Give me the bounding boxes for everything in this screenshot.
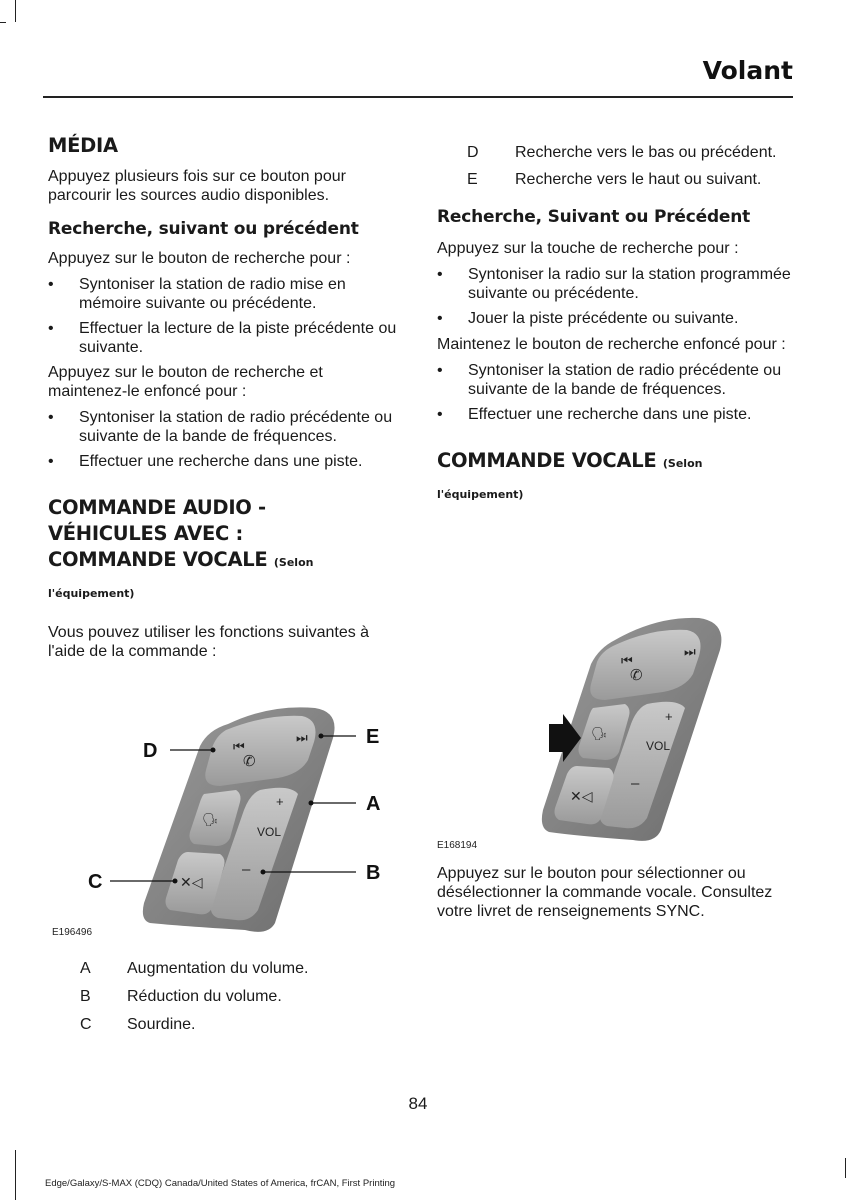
legend-text: Réduction du volume.: [127, 988, 282, 1005]
callout-dot-d: [211, 748, 216, 753]
search-heading: Recherche, suivant ou précédent: [48, 219, 359, 239]
bullet: •: [48, 320, 54, 337]
bullet: •: [437, 362, 443, 379]
legend-row: [80, 1015, 400, 1034]
callout-label-d: D: [143, 740, 158, 762]
bullet: •: [437, 310, 443, 327]
audio-intro: Vous pouvez utiliser les fonctions suivantes à l'aide de la commande :: [48, 624, 370, 660]
voice-heading: [437, 448, 792, 477]
callout-label-a: A: [366, 793, 381, 815]
search-intro: Appuyez sur le bouton de recherche pour :: [48, 250, 351, 267]
voice-button-figure: [537, 612, 737, 847]
crop-mark: [845, 1158, 846, 1178]
crop-mark: [15, 0, 16, 22]
crop-mark: [0, 22, 6, 23]
seek-down-icon: ⏮: [233, 740, 245, 755]
audio-heading-line-3: COMMANDE VOCALE: [48, 548, 268, 571]
audio-heading-line-2: VÉHICULES AVEC :: [48, 522, 243, 545]
list-item: [437, 309, 792, 328]
bullet: •: [48, 276, 54, 293]
hold-intro-alt: Maintenez le bouton de recherche enfoncé pour :: [437, 336, 786, 353]
list-item-text: Syntoniser la station de radio précédente ou suivante de la bande de fréquences.: [79, 409, 393, 445]
left-column: [48, 133, 403, 661]
definition-key: E: [467, 171, 478, 188]
right-column: [437, 143, 792, 504]
search-bullet-list-alt: [437, 265, 792, 328]
search-intro-alt: Appuyez sur la touche de recherche pour :: [437, 240, 739, 257]
voice-icon: 🗣: [591, 727, 608, 742]
legend-row: [80, 959, 400, 978]
voice-instructions: Appuyez sur le bouton pour sélectionner ou désélectionner la commande vocale. Consultez votre livret de renseignements SYNC.: [437, 865, 773, 920]
voice-button-illustration: [537, 612, 737, 847]
hold-intro: Appuyez sur le bouton de recherche et maintenez-le enfoncé pour :: [48, 364, 323, 400]
mute-icon: ✕◁: [180, 875, 203, 891]
list-item-text: Syntoniser la radio sur la station programmée suivante ou précédente.: [468, 266, 791, 302]
seek-down-icon: ⏮: [621, 654, 633, 669]
bullet: •: [48, 409, 54, 426]
audio-heading-qualifier: (Selon: [273, 556, 314, 569]
legend-text: Augmentation du volume.: [127, 960, 309, 977]
voice-icon: 🗣: [202, 813, 219, 828]
voice-equipment-note: l'équipement): [437, 488, 524, 501]
callout-dot-c: [173, 879, 178, 884]
list-item: [437, 265, 792, 303]
figure-id: E168194: [437, 840, 478, 851]
definition-text: Recherche vers le haut ou suivant.: [515, 171, 762, 188]
callout-definition-list: [437, 143, 792, 189]
list-item-text: Effectuer la lecture de la piste précédente ou suivante.: [79, 320, 397, 356]
bullet: •: [48, 453, 54, 470]
volume-minus-label: –: [242, 861, 251, 878]
definition-text: Recherche vers le bas ou précédent.: [515, 144, 777, 161]
list-item: [437, 170, 792, 189]
phone-icon: ✆: [243, 752, 256, 770]
hold-bullet-list-alt: [437, 361, 792, 424]
audio-heading: [48, 495, 403, 576]
figure-legend: [80, 959, 400, 1043]
audio-equipment-note: l'équipement): [48, 587, 135, 600]
hold-bullet-list: [48, 408, 403, 471]
list-item-text: Syntoniser la station de radio mise en mémoire suivante ou précédente.: [79, 276, 346, 312]
list-item: [48, 319, 403, 357]
list-item: [48, 275, 403, 313]
callout-dot-e: [319, 734, 324, 739]
callout-dot-a: [309, 801, 314, 806]
media-text: Appuyez plusieurs fois sur ce bouton pour parcourir les sources audio disponibles.: [48, 168, 346, 204]
legend-row: [80, 987, 400, 1006]
figure-id: E196496: [52, 927, 93, 938]
seek-up-icon: ⏭: [684, 645, 696, 660]
list-item: [437, 361, 792, 399]
callout-label-e: E: [366, 726, 380, 748]
steering-controls-illustration: [40, 698, 410, 943]
list-item: [48, 408, 403, 446]
legend-key: C: [80, 1016, 92, 1033]
volume-plus-label: +: [665, 709, 673, 724]
seek-up-icon: ⏭: [296, 731, 308, 746]
callout-dot-b: [261, 870, 266, 875]
crop-mark: [15, 1150, 16, 1200]
phone-icon: ✆: [630, 666, 643, 684]
callout-label-b: B: [366, 862, 381, 884]
search-bullet-list: [48, 275, 403, 357]
audio-heading-line-1: COMMANDE AUDIO -: [48, 496, 266, 519]
definition-key: D: [467, 144, 479, 161]
volume-plus-label: +: [276, 794, 284, 809]
media-heading: MÉDIA: [48, 134, 118, 157]
voice-heading-qualifier: (Selon: [662, 457, 703, 470]
list-item-text: Effectuer une recherche dans une piste.: [468, 406, 752, 423]
legend-text: Sourdine.: [127, 1016, 196, 1033]
list-item: [437, 143, 792, 162]
page-number: 84: [408, 1094, 428, 1113]
list-item-text: Jouer la piste précédente ou suivante.: [468, 310, 739, 327]
bullet: •: [437, 406, 443, 423]
list-item: [437, 405, 792, 424]
list-item-text: Effectuer une recherche dans une piste.: [79, 453, 363, 470]
volume-label: VOL: [646, 739, 671, 753]
voice-heading-text: COMMANDE VOCALE: [437, 449, 657, 472]
volume-minus-label: –: [631, 775, 640, 792]
legend-key: B: [80, 988, 91, 1005]
steering-controls-figure: [40, 698, 410, 943]
callout-label-c: C: [88, 871, 103, 893]
print-footer: Edge/Galaxy/S-MAX (CDQ) Canada/United States of America, frCAN, First Printing: [45, 1178, 396, 1189]
bullet: •: [437, 266, 443, 283]
list-item: [48, 452, 403, 471]
list-item-text: Syntoniser la station de radio précédente ou suivante de la bande de fréquences.: [468, 362, 782, 398]
legend-key: A: [80, 960, 91, 977]
page-title: Volant: [702, 56, 793, 85]
search-heading-alt: Recherche, Suivant ou Précédent: [437, 207, 751, 227]
mute-icon: ✕◁: [570, 789, 593, 805]
volume-label: VOL: [257, 825, 282, 839]
title-divider: [43, 96, 793, 98]
